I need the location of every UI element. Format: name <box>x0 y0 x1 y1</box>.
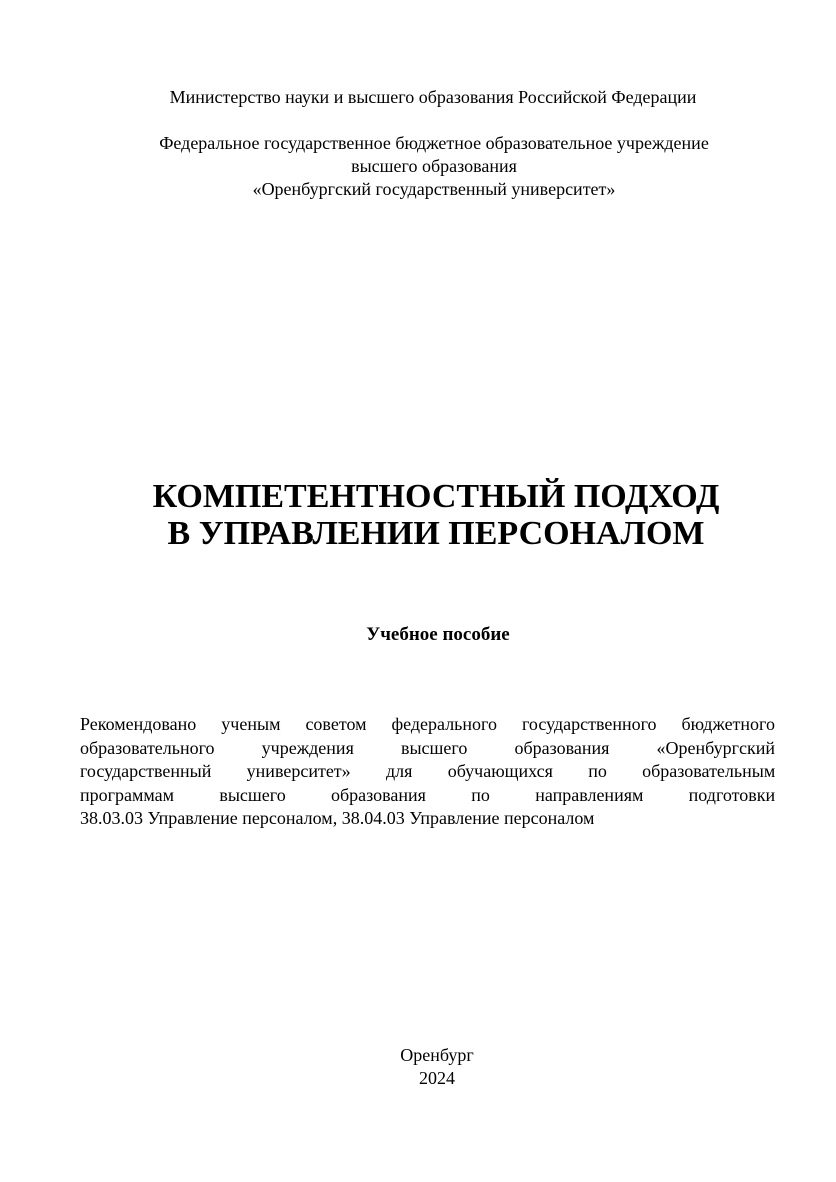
recommendation-line-5: 38.03.03 Управление персоналом, 38.04.03 Управление персоналом <box>80 808 595 828</box>
institution-line-3: «Оренбургский государственный университет» <box>252 179 616 199</box>
ministry-line: Министерство науки и высшего образования Российской Федерации <box>169 87 697 107</box>
recommendation-line-3: государственный университет» для обучающихся по образовательным <box>80 761 775 781</box>
institution-line-1: Федеральное государственное бюджетное образовательное учреждение <box>159 133 709 153</box>
imprint-footer <box>19 1044 836 1090</box>
recommendation-line-1: Рекомендовано ученым советом федерального государственного бюджетного <box>80 714 775 734</box>
recommendation-line-2: образовательного учреждения высшего образования «Оренбургский <box>80 737 775 758</box>
institution-block <box>16 132 836 201</box>
imprint-year: 2024 <box>419 1068 455 1088</box>
recommendation-paragraph <box>80 713 775 831</box>
document-title <box>18 478 836 552</box>
title-line-1: КОМПЕТЕНТНОСТНЫЙ ПОДХОД <box>152 478 720 515</box>
recommendation-line-4: программам высшего образования по направлениям подготовки <box>80 784 775 805</box>
institution-line-2: высшего образования <box>351 156 517 176</box>
title-line-2: В УПРАВЛЕНИИ ПЕРСОНАЛОМ <box>167 515 705 552</box>
imprint-city: Оренбург <box>400 1045 474 1065</box>
document-subtitle: Учебное пособие <box>366 624 510 645</box>
